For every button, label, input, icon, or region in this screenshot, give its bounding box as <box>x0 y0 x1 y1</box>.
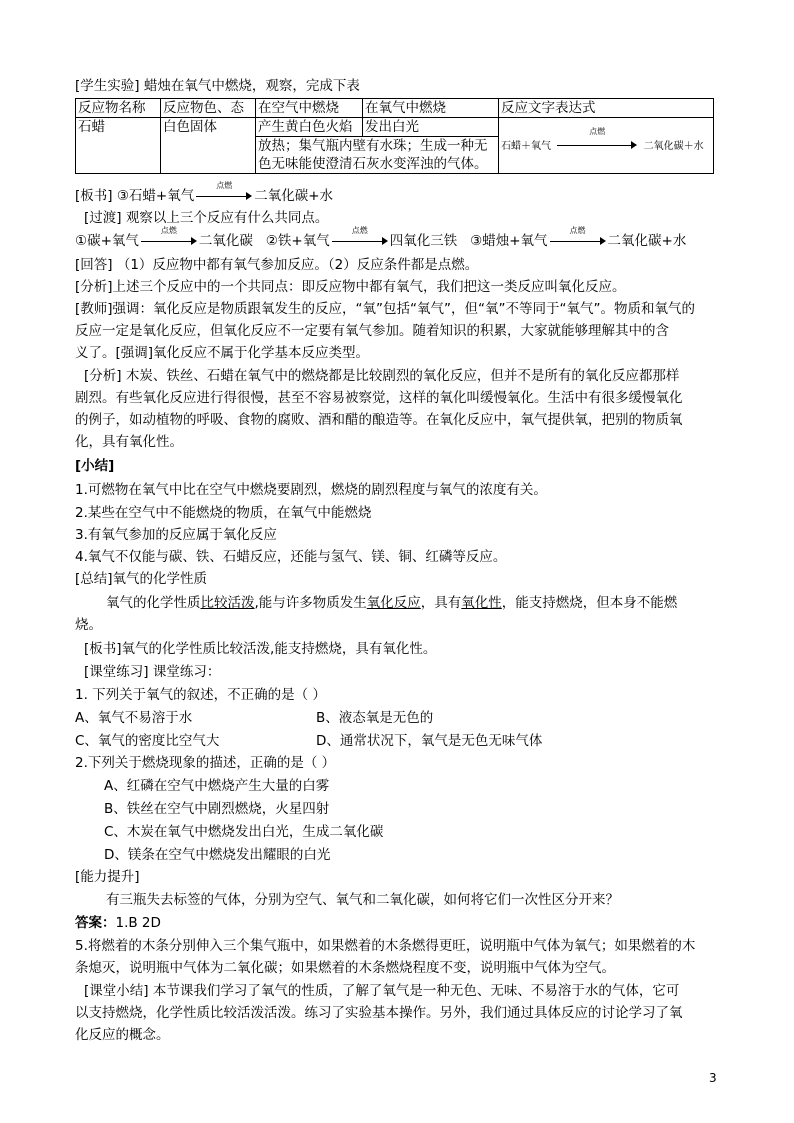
banshu-prefix: [板书] ③石蜡+氧气 <box>75 188 195 204</box>
teacher-emphasis-line: 义了。[强调]氧化反应不属于化学基本反应类型。 <box>75 345 370 361</box>
answer-key-value: 1.B 2D <box>115 915 161 931</box>
answer-line: [回答] （1）反应物中都有氧气参加反应。（2）反应条件都是点燃。 <box>75 257 479 273</box>
table-header-cell: 反应文字表达式 <box>499 99 714 118</box>
arrow-condition: 点燃 <box>351 226 368 235</box>
conclusion-segment: ,能与许多物质发生 <box>254 595 367 611</box>
table-header-cell: 反应物色、态 <box>161 99 256 118</box>
table-header-cell: 在氧气中燃烧 <box>363 99 499 118</box>
question-2-option-d: D、镁条在空气中燃烧发出耀眼的白光 <box>104 847 331 863</box>
table-cell-in-oxygen: 发出白光 <box>363 118 499 137</box>
question-1-option-b: B、液态氧是无色的 <box>316 710 434 726</box>
reaction-arrow <box>332 226 388 248</box>
exercise-heading: [课堂练习] 课堂练习： <box>84 664 221 680</box>
class-summary-line: 以支持燃烧，化学性质比较活泼活泼。练习了实验基本操作。另外，我们通过具体反应的讨论学习了氧 <box>75 1005 683 1021</box>
arrow-head <box>382 237 388 245</box>
reaction-right: 四氧化三铁 <box>389 233 458 249</box>
reaction-arrow <box>141 226 197 248</box>
reaction-left: ①碳+氧气 <box>75 233 139 249</box>
answer-key-label: 答案： <box>75 915 116 931</box>
question-1-stem: 1. 下列关于氧气的叙述，不正确的是（ ） <box>75 687 326 703</box>
arrow-line <box>557 145 633 146</box>
page-number: 3 <box>709 1071 717 1085</box>
reactions-line <box>75 226 687 251</box>
class-summary-line: 化反应的概念。 <box>75 1027 170 1043</box>
conclusion-underline: 氧化反应 <box>366 595 421 611</box>
summary-item: 1.可燃物在氧气中比在空气中燃烧要剧烈，燃烧的剧烈程度与氧气的浓度有关。 <box>75 482 547 498</box>
table-cell-equation <box>499 118 714 174</box>
arrow-line <box>141 241 193 242</box>
question-1-option-a: A、氧气不易溶于水 <box>75 710 193 726</box>
class-summary-line: [课堂小结] 本节课我们学习了氧气的性质，了解了氧气是一种无色、无味、不易溶于水的气体，它可 <box>84 983 680 999</box>
equation-right: 二氧化碳＋水 <box>643 140 704 152</box>
equation-left: 石蜡＋氧气 <box>501 140 551 152</box>
arrow-condition: 点燃 <box>589 126 606 136</box>
conclusion-underline: 比较活泼 <box>200 595 255 611</box>
arrow-head <box>246 192 252 200</box>
conclusion-text-cont: 烧。 <box>75 617 102 633</box>
arrow-head <box>600 237 606 245</box>
conclusion-segment: 氧气的化学性质 <box>106 595 201 611</box>
experiment-intro: [学生实验] 蜡烛在氧气中燃烧，观察，完成下表 <box>75 78 360 94</box>
analysis-2-line: 化，具有氧化性。 <box>75 434 183 450</box>
question-2-option-b: B、铁丝在空气中剧烈燃烧，火星四射 <box>104 801 330 817</box>
table-cell-in-air: 产生黄白色火焰 <box>256 118 363 137</box>
ability-heading: [能力提升] <box>75 869 140 885</box>
conclusion-heading: [总结]氧气的化学性质 <box>75 571 208 587</box>
arrow-line <box>196 196 248 197</box>
transition-line: [过渡] 观察以上三个反应有什么共同点。 <box>84 210 329 226</box>
conclusion-underline: 氧化性 <box>461 595 502 611</box>
experiment-table <box>75 98 714 174</box>
answer-5-line: 5.将燃着的木条分别伸入三个集气瓶中，如果燃着的木条燃得更旺，说明瓶中气体为氧气；如果燃着的木 <box>75 938 696 954</box>
summary-item: 3.有氧气参加的反应属于氧化反应 <box>75 527 277 543</box>
teacher-emphasis-line: 反应一定是氧化反应，但氧化反应不一定要有氧气参加。随着知识的积累，大家就能够理解其中的含 <box>75 323 669 339</box>
table-row <box>76 118 714 137</box>
reaction-right: 二氧化碳 <box>198 233 253 249</box>
table-cell-state: 白色固体 <box>161 118 256 174</box>
table-header-row <box>76 99 714 118</box>
reaction-right: 二氧化碳+水 <box>607 233 687 249</box>
arrow-condition: 点燃 <box>160 226 177 235</box>
reaction-left: ③蜡烛+氧气 <box>470 233 548 249</box>
answer-5-line: 条熄灭，说明瓶中气体为二氧化碳；如果燃着的木条燃烧程度不变，说明瓶中气体为空气。 <box>75 960 615 976</box>
table-cell-note: 放热；集气瓶内壁有水珠；生成一种无色无味能使澄清石灰水变浑浊的气体。 <box>256 137 499 174</box>
blackboard-note-1 <box>75 181 334 206</box>
question-1-option-d: D、通常状况下，氧气是无色无味气体 <box>316 733 543 749</box>
table-header-cell: 反应物名称 <box>76 99 161 118</box>
arrow-line <box>332 241 384 242</box>
conclusion-segment: ，具有 <box>420 595 462 611</box>
banshu-suffix: 二氧化碳+水 <box>254 188 334 204</box>
reaction-arrow <box>557 126 637 152</box>
teacher-emphasis-line: [教师]强调：氧化反应是物质跟氧发生的反应，“氧”包括“氧气”，但“氧”不等同于“氧气”。物质和氧气的 <box>75 301 695 317</box>
summary-item: 4.氧气不仅能与碳、铁、石蜡反应，还能与氢气、镁、铜、红磷等反应。 <box>75 549 507 565</box>
table-cell-name: 石蜡 <box>76 118 161 174</box>
arrow-head <box>191 237 197 245</box>
analysis-2-line: [分析] 木炭、铁丝、石蜡在氧气中的燃烧都是比较剧烈的氧化反应，但并不是所有的氧化反应都那样 <box>84 368 680 384</box>
analysis-line-1: [分析]上述三个反应中的一个共同点：即反应物中都有氧气，我们把这一类反应叫氧化反应。 <box>75 279 626 295</box>
summary-heading: [小结] <box>75 458 115 474</box>
ability-question: 有三瓶失去标签的气体，分别为空气、氧气和二氧化碳，如何将它们一次性区分开来？ <box>106 892 619 908</box>
arrow-condition: 点燃 <box>216 181 233 190</box>
arrow-head <box>631 141 637 149</box>
analysis-2-line: 剧烈。有些氧化反应进行得很慢，甚至不容易被察觉，这样的氧化叫缓慢氧化。生活中有很多缓慢氧化 <box>75 390 683 406</box>
answer-key <box>75 913 161 933</box>
arrow-line <box>550 241 602 242</box>
blackboard-note-2: [板书]氧气的化学性质比较活泼,能支持燃烧，具有氧化性。 <box>84 641 437 657</box>
reaction-left: ②铁+氧气 <box>265 233 330 249</box>
reaction-arrow <box>550 226 606 248</box>
question-2-stem: 2.下列关于燃烧现象的描述，正确的是（ ） <box>75 755 336 771</box>
analysis-2-line: 的例子，如动植物的呼吸、食物的腐败、酒和醋的酿造等。在氧化反应中，氧气提供氧，把别的物质氧 <box>75 412 683 428</box>
reaction-arrow <box>196 181 252 203</box>
conclusion-text <box>106 593 677 613</box>
question-1-option-c: C、氧气的密度比空气大 <box>75 733 220 749</box>
summary-item: 2.某些在空气中不能燃烧的物质，在氧气中能燃烧 <box>75 505 372 521</box>
table-header-cell: 在空气中燃烧 <box>256 99 363 118</box>
conclusion-segment: ，能支持燃烧，但本身不能燃 <box>501 595 678 611</box>
question-2-option-a: A、红磷在空气中燃烧产生大量的白雾 <box>104 778 330 794</box>
arrow-condition: 点燃 <box>569 226 586 235</box>
question-2-option-c: C、木炭在氧气中燃烧发出白光，生成二氧化碳 <box>104 824 384 840</box>
